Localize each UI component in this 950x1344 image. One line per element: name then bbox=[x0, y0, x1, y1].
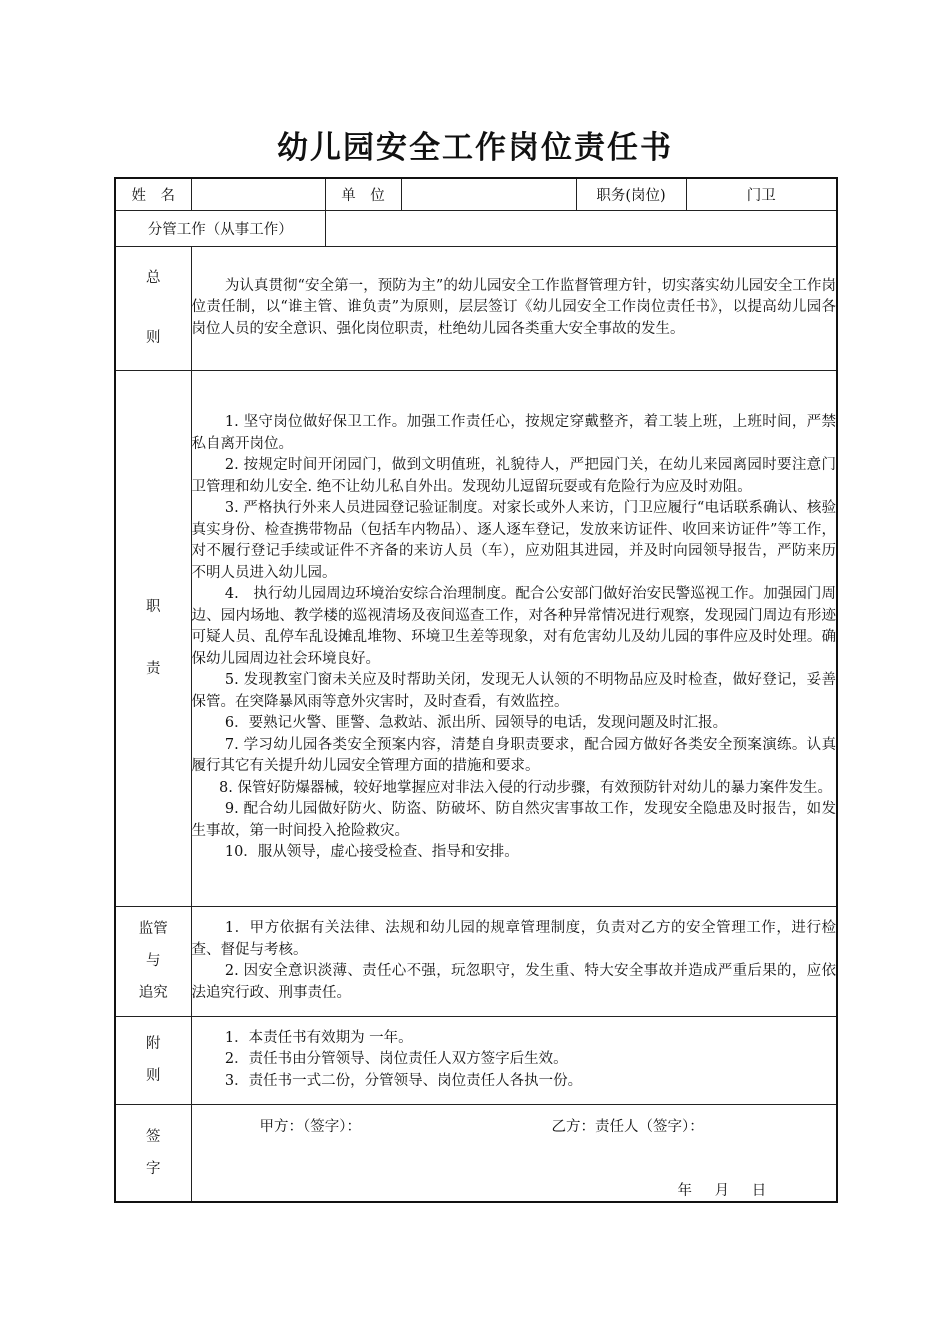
name-field[interactable] bbox=[191, 178, 325, 210]
duty-item: 1. 坚守岗位做好保卫工作。加强工作责任心，按规定穿戴整齐，着工装上班，上班时间，严禁私自离开岗位。 bbox=[191, 414, 836, 452]
appendix-text-cell bbox=[191, 1016, 837, 1104]
duties-row bbox=[115, 370, 837, 906]
general-text-cell bbox=[191, 246, 837, 370]
signature-row bbox=[115, 1104, 837, 1202]
signature-cell bbox=[191, 1104, 837, 1202]
appendix-label bbox=[115, 1016, 191, 1104]
supervision-item: 1．甲方依据有关法律、法规和幼儿园的规章管理制度，负责对乙方的安全管理工作，进行检查、督促与考核。 bbox=[191, 920, 836, 958]
supervision-label-line-3: 追究 bbox=[138, 985, 168, 1001]
duty-item: 4. 执行幼儿园周边环境治安综合治理制度。配合公安部门做好治安民警巡视工作。加强园门周边、园内场地、教学楼的巡视清场及夜间巡查工作，对各种异常情况进行观察，发现园门周边有形迹可疑人员、乱停车乱设摊乱堆物、环境卫生差等现象，对有危害幼儿及幼儿园的事件应及时处理。确保幼儿园周边社会环境良好。 bbox=[191, 586, 836, 667]
appendix-item: 3．责任书一式二份，分管领导、岗位责任人各执一份。 bbox=[224, 1072, 583, 1089]
duty-item: 6．要熟记火警、匪警、急救站、派出所、园领导的电话，发现问题及时汇报。 bbox=[224, 715, 728, 732]
duty-item: 2. 按规定时间开闭园门，做到文明值班，礼貌待人，严把园门关，在幼儿来园离园时要注意门卫管理和幼儿安全. 绝不让幼儿私自外出。发现幼儿逗留玩耍或有危险行为应及时劝阻。 bbox=[191, 457, 836, 495]
header-row bbox=[115, 178, 837, 210]
duty-item: 10．服从领导，虚心接受检查、指导和安排。 bbox=[224, 844, 519, 861]
general-row bbox=[115, 246, 837, 370]
document-title: 幼儿园安全工作岗位责任书 bbox=[277, 130, 673, 166]
supervision-label-line-1: 监管 bbox=[138, 921, 168, 937]
appendix-label-char-2: 则 bbox=[146, 1068, 161, 1084]
general-label-char-1: 总 bbox=[146, 270, 161, 286]
signature-label-char-2: 字 bbox=[146, 1160, 161, 1177]
party-a-signature[interactable]: 甲方：（签字）： bbox=[259, 1118, 361, 1135]
position-value: 门卫 bbox=[686, 178, 837, 210]
duties-label bbox=[115, 370, 191, 906]
signature-date[interactable]: 年 月 日 bbox=[677, 1182, 767, 1199]
duty-row bbox=[115, 210, 837, 246]
duty-label: 分管工作（从事工作） bbox=[115, 210, 325, 246]
supervision-item: 2. 因安全意识淡薄、责任心不强，玩忽职守，发生重、特大安全事故并造成严重后果的，应依法追究行政、刑事责任。 bbox=[191, 963, 836, 1001]
duty-item: 9. 配合幼儿园做好防火、防盗、防破坏、防自然灾害事故工作，发现安全隐患及时报告，如发生事故，第一时间投入抢险救灾。 bbox=[191, 801, 836, 839]
party-b-signature[interactable]: 乙方：责任人（签字）： bbox=[551, 1118, 704, 1135]
name-label: 姓 名 bbox=[115, 178, 191, 210]
general-label bbox=[115, 246, 191, 370]
duty-item: 5. 发现教室门窗未关应及时帮助关闭，发现无人认领的不明物品应及时检查，做好登记，妥善保管。在突降暴风雨等意外灾害时，及时查看，有效监控。 bbox=[191, 672, 836, 710]
responsibility-table bbox=[114, 177, 838, 1203]
duty-field[interactable] bbox=[325, 210, 837, 246]
appendix-row bbox=[115, 1016, 837, 1104]
duty-item: 3. 严格执行外来人员进园登记验证制度。对家长或外人来访，门卫应履行“电话联系确认、核验真实身份、检查携带物品（包括车内物品）、逐人逐车登记，发放来访证件、收回来访证件”等工作，对不履行登记手续或证件不齐备的来访人员（车），应劝阻其进园，并及时向园领导报告，严防来历不明人员进入幼儿园。 bbox=[191, 500, 836, 581]
appendix-label-char-1: 附 bbox=[146, 1036, 161, 1052]
supervision-row bbox=[115, 906, 837, 1016]
appendix-item: 2．责任书由分管领导、岗位责任人双方签字后生效。 bbox=[224, 1051, 568, 1068]
unit-field[interactable] bbox=[401, 178, 576, 210]
supervision-label-line-2: 与 bbox=[146, 953, 161, 969]
supervision-text-cell bbox=[191, 906, 837, 1016]
signature-label-char-1: 签 bbox=[146, 1128, 161, 1145]
general-label-char-2: 则 bbox=[146, 330, 161, 346]
supervision-label bbox=[115, 906, 191, 1016]
duties-label-char-2: 责 bbox=[146, 661, 161, 677]
signature-label bbox=[115, 1104, 191, 1202]
duty-item: 8. 保管好防爆器械，较好地掌握应对非法入侵的行动步骤，有效预防针对幼儿的暴力案件发生。 bbox=[219, 779, 832, 796]
duties-text-cell bbox=[191, 370, 837, 906]
duty-item: 7. 学习幼儿园各类安全预案内容，清楚自身职责要求，配合园方做好各类安全预案演练。认真履行其它有关提升幼儿园安全管理方面的措施和要求。 bbox=[191, 736, 836, 775]
general-text: 为认真贯彻“安全第一，预防为主”的幼儿园安全工作监督管理方针，切实落实幼儿园安全工作岗位责任制，以“谁主管、谁负责”为原则，层层签订《幼儿园安全工作岗位责任书》，以提高幼儿园各岗位人员的安全意识、强化岗位职责，杜绝幼儿园各类重大安全事故的发生。 bbox=[191, 277, 836, 337]
position-label: 职务(岗位) bbox=[576, 178, 686, 210]
duties-label-char-1: 职 bbox=[146, 599, 161, 615]
unit-label: 单 位 bbox=[325, 178, 401, 210]
appendix-item: 1．本责任书有效期为 一年。 bbox=[224, 1029, 413, 1046]
